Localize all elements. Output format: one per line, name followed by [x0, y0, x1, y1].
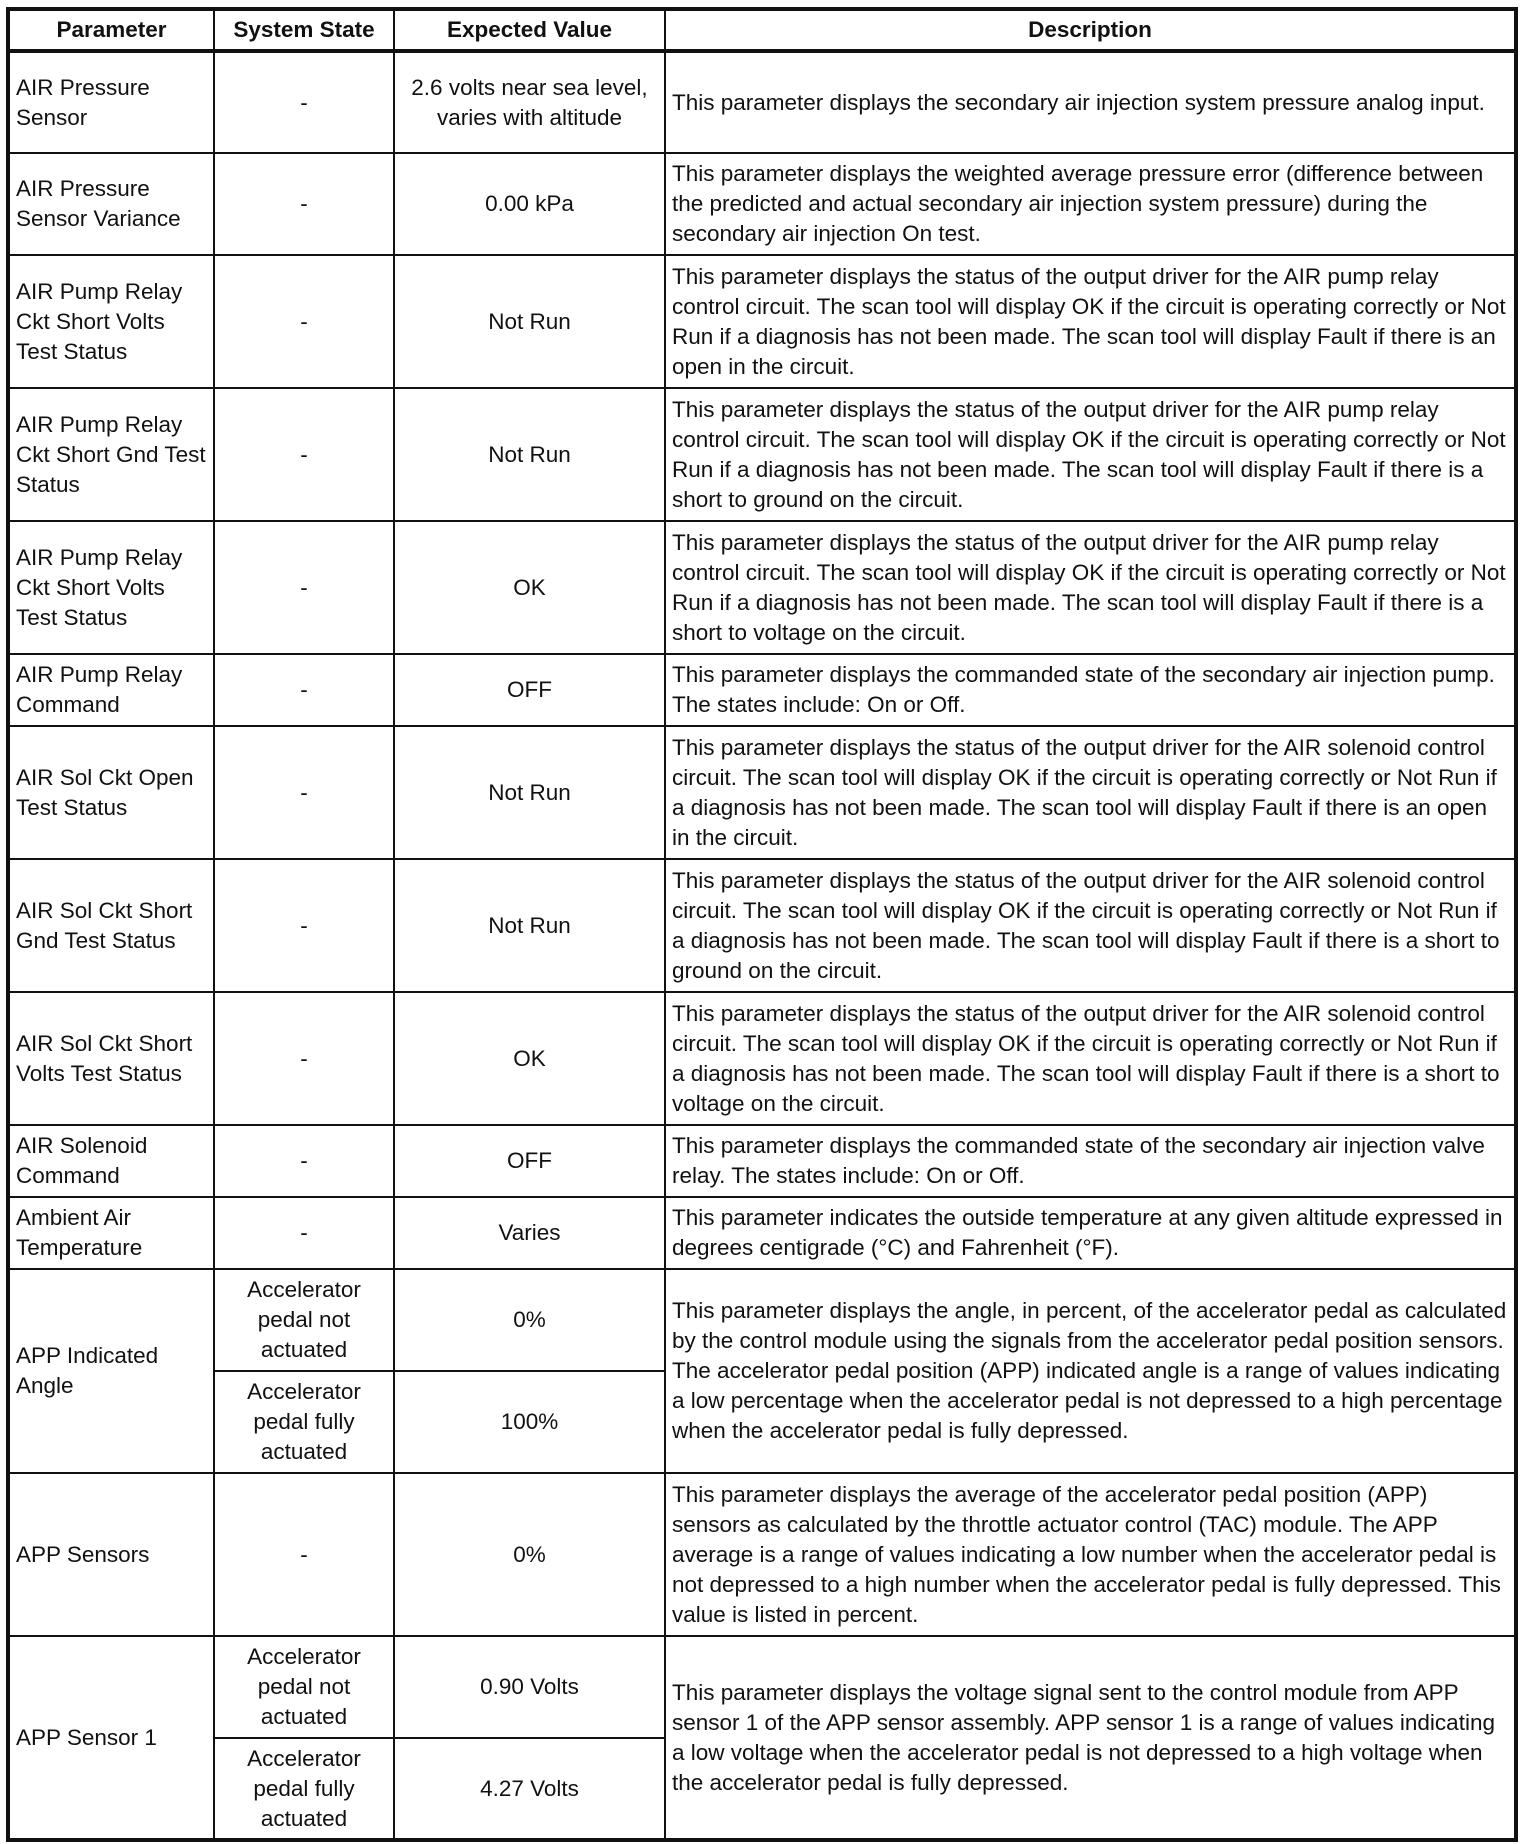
- header-expected-value: Expected Value: [394, 9, 665, 51]
- table-row: [8, 1473, 1516, 1636]
- expected-value-cell: 4.27 Volts: [394, 1738, 665, 1840]
- parameter-cell: AIR Sol Ckt Short Volts Test Status: [8, 992, 214, 1125]
- parameter-cell: APP Indicated Angle: [8, 1269, 214, 1473]
- system-state-cell: -: [214, 859, 394, 992]
- description-cell: This parameter displays the commanded state of the secondary air injection pump. The states include: On or Off.: [665, 654, 1516, 726]
- expected-value-cell: 0.90 Volts: [394, 1636, 665, 1738]
- parameter-cell: AIR Pressure Sensor Variance: [8, 153, 214, 255]
- expected-value-cell: 2.6 volts near sea level, varies with altitude: [394, 51, 665, 153]
- description-cell: This parameter displays the average of the accelerator pedal position (APP) sensors as calculated by the throttle actuator control (TAC) module. The APP average is a range of values indicating a low number when the accelerator pedal is not depressed to a high number when the accelerator pedal is fully depressed. This value is listed in percent.: [665, 1473, 1516, 1636]
- table-row: [8, 51, 1516, 153]
- expected-value-cell: 0%: [394, 1269, 665, 1371]
- parameter-cell: AIR Sol Ckt Short Gnd Test Status: [8, 859, 214, 992]
- expected-value-cell: 100%: [394, 1371, 665, 1473]
- table-row: [8, 521, 1516, 654]
- description-cell: This parameter indicates the outside temperature at any given altitude expressed in degrees centigrade (°C) and Fahrenheit (°F).: [665, 1197, 1516, 1269]
- table-row: [8, 1197, 1516, 1269]
- parameter-cell: AIR Sol Ckt Open Test Status: [8, 726, 214, 859]
- system-state-cell: -: [214, 153, 394, 255]
- parameter-cell: AIR Pressure Sensor: [8, 51, 214, 153]
- parameter-cell: AIR Pump Relay Ckt Short Volts Test Status: [8, 255, 214, 388]
- expected-value-cell: Varies: [394, 1197, 665, 1269]
- system-state-cell: -: [214, 255, 394, 388]
- system-state-cell: -: [214, 654, 394, 726]
- description-cell: This parameter displays the status of the output driver for the AIR solenoid control circuit. The scan tool will display OK if the circuit is operating correctly or Not Run if a diagnosis has not been made. The scan tool will display Fault if there is a short to voltage on the circuit.: [665, 992, 1516, 1125]
- header-system-state: System State: [214, 9, 394, 51]
- table-row: [8, 1269, 1516, 1371]
- parameter-cell: AIR Pump Relay Ckt Short Gnd Test Status: [8, 388, 214, 521]
- description-cell: This parameter displays the status of the output driver for the AIR solenoid control circuit. The scan tool will display OK if the circuit is operating correctly or Not Run if a diagnosis has not been made. The scan tool will display Fault if there is a short to ground on the circuit.: [665, 859, 1516, 992]
- table-row: [8, 654, 1516, 726]
- system-state-cell: -: [214, 1125, 394, 1197]
- expected-value-cell: 0.00 kPa: [394, 153, 665, 255]
- description-cell: This parameter displays the voltage signal sent to the control module from APP sensor 1 of the APP sensor assembly. APP sensor 1 is a range of values indicating a low voltage when the accelerator pedal is not depressed to a high voltage when the accelerator pedal is fully depressed.: [665, 1636, 1516, 1840]
- description-cell: This parameter displays the secondary air injection system pressure analog input.: [665, 51, 1516, 153]
- header-description: Description: [665, 9, 1516, 51]
- system-state-cell: Accelerator pedal fully actuated: [214, 1738, 394, 1840]
- table-row: [8, 153, 1516, 255]
- system-state-cell: -: [214, 726, 394, 859]
- parameter-cell: AIR Pump Relay Command: [8, 654, 214, 726]
- system-state-cell: Accelerator pedal fully actuated: [214, 1371, 394, 1473]
- system-state-cell: -: [214, 992, 394, 1125]
- table-row: [8, 255, 1516, 388]
- table-row: [8, 1636, 1516, 1738]
- description-cell: This parameter displays the commanded state of the secondary air injection valve relay. The states include: On or Off.: [665, 1125, 1516, 1197]
- description-cell: This parameter displays the status of the output driver for the AIR pump relay control circuit. The scan tool will display OK if the circuit is operating correctly or Not Run if a diagnosis has not been made. The scan tool will display Fault if there is a short to voltage on the circuit.: [665, 521, 1516, 654]
- expected-value-cell: OFF: [394, 654, 665, 726]
- system-state-cell: -: [214, 1473, 394, 1636]
- system-state-cell: Accelerator pedal not actuated: [214, 1269, 394, 1371]
- parameter-cell: APP Sensor 1: [8, 1636, 214, 1840]
- expected-value-cell: Not Run: [394, 726, 665, 859]
- system-state-cell: -: [214, 388, 394, 521]
- header-row: [8, 9, 1516, 51]
- parameter-cell: Ambient Air Temperature: [8, 1197, 214, 1269]
- description-cell: This parameter displays the status of the output driver for the AIR pump relay control circuit. The scan tool will display OK if the circuit is operating correctly or Not Run if a diagnosis has not been made. The scan tool will display Fault if there is an open in the circuit.: [665, 255, 1516, 388]
- expected-value-cell: Not Run: [394, 388, 665, 521]
- table-row: [8, 1125, 1516, 1197]
- system-state-cell: -: [214, 1197, 394, 1269]
- system-state-cell: Accelerator pedal not actuated: [214, 1636, 394, 1738]
- description-cell: This parameter displays the weighted average pressure error (difference between the predicted and actual secondary air injection system pressure) during the secondary air injection On test.: [665, 153, 1516, 255]
- parameter-cell: AIR Pump Relay Ckt Short Volts Test Status: [8, 521, 214, 654]
- description-cell: This parameter displays the status of the output driver for the AIR solenoid control circuit. The scan tool will display OK if the circuit is operating correctly or Not Run if a diagnosis has not been made. The scan tool will display Fault if there is an open in the circuit.: [665, 726, 1516, 859]
- expected-value-cell: Not Run: [394, 255, 665, 388]
- system-state-cell: -: [214, 51, 394, 153]
- description-cell: This parameter displays the angle, in percent, of the accelerator pedal as calculated by the control module using the signals from the accelerator pedal position sensors. The accelerator pedal position (APP) indicated angle is a range of values indicating a low percentage when the accelerator pedal is not depressed to a high percentage when the accelerator pedal is fully depressed.: [665, 1269, 1516, 1473]
- expected-value-cell: Not Run: [394, 859, 665, 992]
- header-parameter: Parameter: [8, 9, 214, 51]
- table-row: [8, 388, 1516, 521]
- expected-value-cell: OK: [394, 521, 665, 654]
- parameter-table: [6, 7, 1518, 1842]
- table-row: [8, 992, 1516, 1125]
- expected-value-cell: 0%: [394, 1473, 665, 1636]
- parameter-cell: APP Sensors: [8, 1473, 214, 1636]
- system-state-cell: -: [214, 521, 394, 654]
- table-row: [8, 859, 1516, 992]
- expected-value-cell: OK: [394, 992, 665, 1125]
- parameter-cell: AIR Solenoid Command: [8, 1125, 214, 1197]
- description-cell: This parameter displays the status of the output driver for the AIR pump relay control circuit. The scan tool will display OK if the circuit is operating correctly or Not Run if a diagnosis has not been made. The scan tool will display Fault if there is a short to ground on the circuit.: [665, 388, 1516, 521]
- table-row: [8, 726, 1516, 859]
- expected-value-cell: OFF: [394, 1125, 665, 1197]
